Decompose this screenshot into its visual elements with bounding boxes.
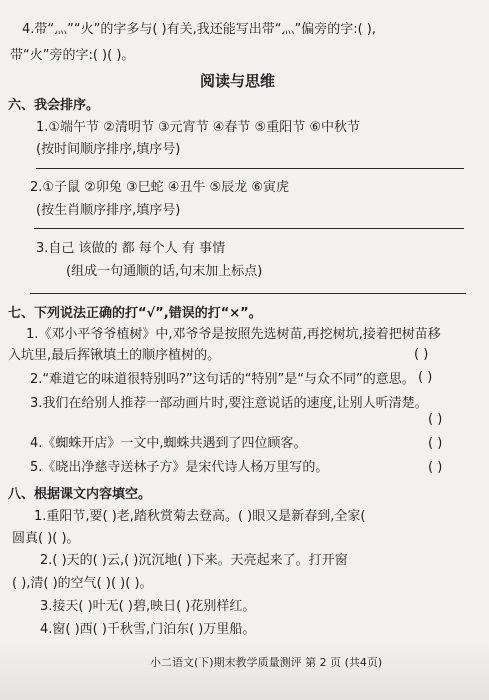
section-title: 阅读与思维 [200,72,276,90]
s7-heading: 七、下列说法正确的打“√”,错误的打“×”。 [8,306,262,321]
paper-fold-shadow [0,640,489,700]
s7-item3: 3.我们在给别人推荐一部动画片时,要注意说话的速度,让别人听清楚。 [30,396,428,411]
s7-item2-blank[interactable]: ( ) [418,370,433,385]
s7-item1-line1: 1.《邓小平爷爷植树》中,邓爷爷是按照先选树苗,再挖树坑,接着把树苗移 [26,327,441,342]
s6-q2-note: (按生肖顺序排序,填序号) [36,203,181,218]
s8-q2-line2: ( ),清( )的空气( )( )( )。 [12,576,153,591]
q4-line1: 4.带“灬”“火”的字多与( )有关,我还能写出带“灬”偏旁的字:( ), [22,22,377,37]
s6-q1-answer-line[interactable] [36,168,464,169]
s8-q1-line2: 圆真( )( )。 [12,531,80,546]
s8-q2-line1: 2.( )天的( )云,( )沉沉地( )下来。天亮起来了。打开窗 [40,553,348,568]
s8-q3: 3.接天( )叶无( )碧,映日( )花别样红。 [40,599,256,614]
s6-q3-answer-line[interactable] [30,293,466,294]
s7-item4: 4.《蜘蛛开店》一文中,蜘蛛共遇到了四位顾客。 [30,436,307,451]
s7-item5: 5.《晓出净慈寺送林子方》是宋代诗人杨万里写的。 [30,460,329,475]
s6-q2-answer-line[interactable] [34,228,464,229]
q4-line2: 带“火”旁的字:( )( )。 [10,48,135,63]
s8-q1-line1: 1.重阳节,要( )老,踏秋赏菊去登高。( )眼又是新春到,全家( [34,509,366,524]
s7-item2: 2.“难道它的味道很特别吗?”这句话的“特别”是“与众不同”的意思。 [30,372,415,387]
s6-heading: 六、我会排序。 [8,98,100,113]
s6-q3-items: 3.自己 该做的 都 每个人 有 事情 [36,241,226,256]
s6-q1-items: 1.①端午节 ②清明节 ③元宵节 ④春节 ⑤重阳节 ⑥中秋节 [36,120,360,135]
s6-q2-items: 2.①子鼠 ②卯兔 ③巳蛇 ④丑牛 ⑤辰龙 ⑥寅虎 [30,180,289,195]
s7-item5-blank[interactable]: ( ) [428,460,443,475]
s7-item4-blank[interactable]: ( ) [428,436,443,451]
s7-item1-blank[interactable]: ( ) [414,347,429,362]
s6-q3-note: (组成一句通顺的话,句末加上标点) [66,264,263,279]
s7-item1-line2: 入坑里,最后挥锹填土的顺序植树的。 [8,348,221,363]
s8-q4: 4.窗( )西( )千秋雪,门泊东( )万里船。 [40,622,256,637]
s6-q1-note: (按时间顺序排序,填序号) [36,142,181,157]
s7-item3-blank[interactable]: ( ) [428,412,443,427]
page-footer: 小二语文(下)期末教学质量测评 第 2 页 (共4页) [150,656,383,669]
s8-heading: 八、根据课文内容填空。 [8,487,152,502]
